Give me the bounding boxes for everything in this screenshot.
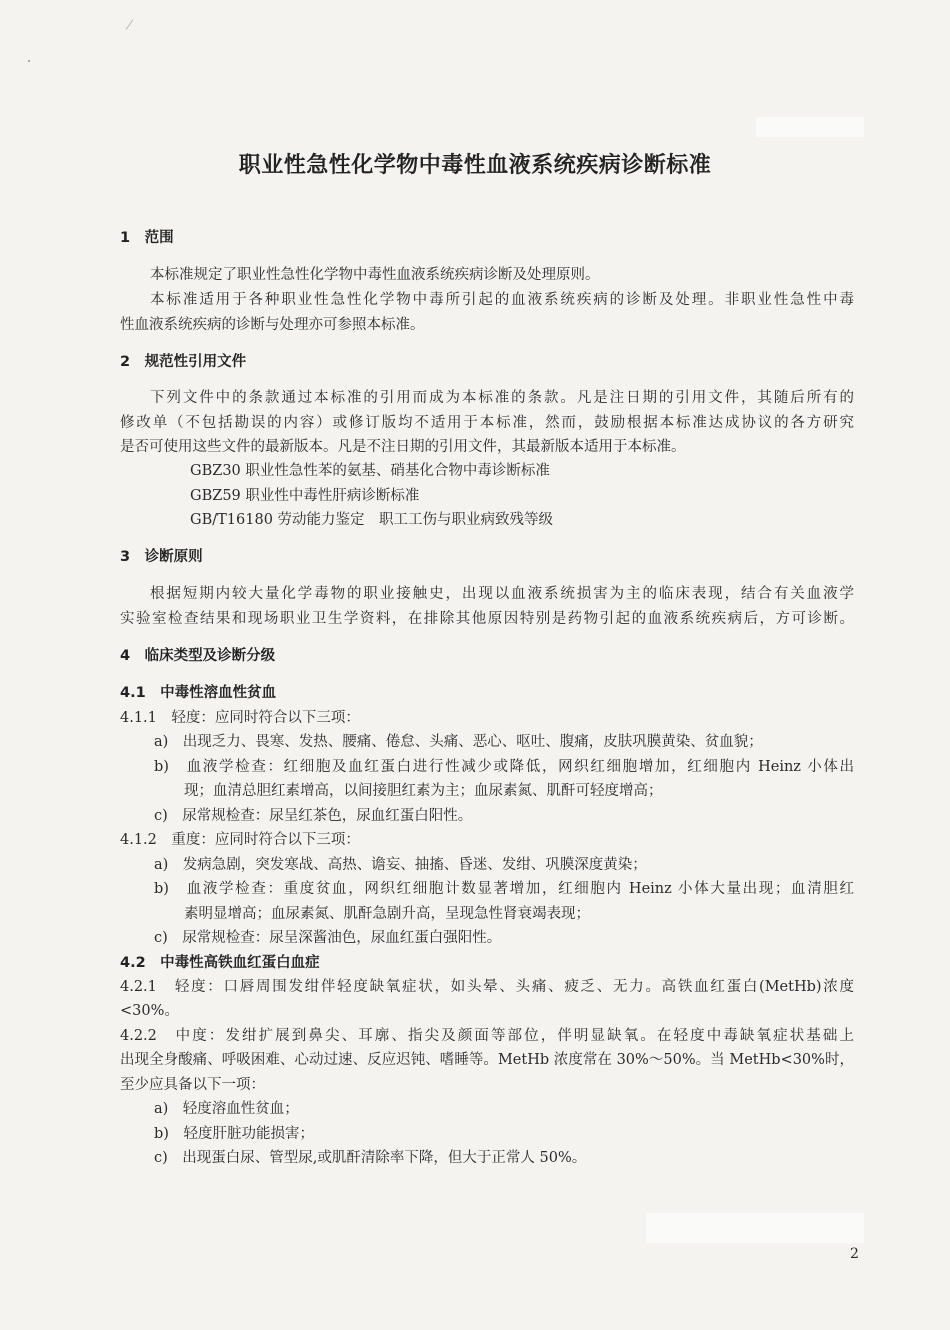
section-2-paragraph-line-2: 修改单（不包括勘误的内容）或修订版均不适用于本标准，然而，鼓励根据本标准达成协议的各方研究 bbox=[120, 415, 854, 431]
clause-4-2-2-item-b: b) 轻度肝脏功能损害； bbox=[154, 1126, 314, 1142]
section-2-heading: 2 规范性引用文件 bbox=[120, 354, 247, 370]
page-number: 2 bbox=[850, 1246, 859, 1262]
section-3-paragraph-line-2: 实验室检查结果和现场职业卫生学资料，在排除其他原因特别是药物引起的血液系统疾病后，方可诊断。 bbox=[120, 611, 854, 627]
section-4-heading: 4 临床类型及诊断分级 bbox=[120, 648, 276, 664]
section-2-paragraph-line-3: 是否可使用这些文件的最新版本。凡是不注日期的引用文件，其最新版本适用于本标准。 bbox=[120, 439, 686, 455]
section-1-paragraph-2-line-2: 性血液系统疾病的诊断与处理亦可参照本标准。 bbox=[120, 317, 425, 333]
section-1-paragraph-1: 本标准规定了职业性急性化学物中毒性血液系统疾病诊断及处理原则。 bbox=[150, 267, 600, 283]
section-2-paragraph-line-1: 下列文件中的条款通过本标准的引用而成为本标准的条款。凡是注日期的引用文件，其随后所有的 bbox=[150, 390, 854, 406]
redacted-stamp-top bbox=[756, 117, 864, 137]
clause-4-2-1-line-2: <30%。 bbox=[120, 1003, 179, 1019]
section-1-heading: 1 范围 bbox=[120, 230, 174, 246]
clause-4-2-2-line-1: 4.2.2 中度：发绀扩展到鼻尖、耳廓、指尖及颜面等部位，伴明显缺氧。在轻度中毒缺氧症状基础上 bbox=[120, 1028, 854, 1044]
clause-4-1-2-item-b-line-1: b) 血液学检查：重度贫血，网织红细胞计数显著增加，红细胞内 Heinz 小体大量出现；血清胆红 bbox=[154, 881, 854, 897]
section-4-1-heading: 4.1 中毒性溶血性贫血 bbox=[120, 685, 277, 701]
redacted-stamp-bottom bbox=[646, 1213, 864, 1243]
clause-4-1-1: 4.1.1 轻度：应同时符合以下三项： bbox=[120, 710, 360, 726]
reference-item: GB/T16180 劳动能力鉴定 职工工伤与职业病致残等级 bbox=[190, 512, 554, 528]
clause-4-2-2-item-c: c) 出现蛋白尿、管型尿,或肌酐清除率下降，但大于正常人 50%。 bbox=[154, 1150, 587, 1166]
section-3-heading: 3 诊断原则 bbox=[120, 549, 203, 565]
section-1-paragraph-2-line-1: 本标准适用于各种职业性急性化学物中毒所引起的血液系统疾病的诊断及处理。非职业性急性中毒 bbox=[150, 292, 854, 308]
clause-4-1-1-item-a: a) 出现乏力、畏寒、发热、腰痛、倦怠、头痛、恶心、呕吐、腹痛，皮肤巩膜黄染、贫血貌； bbox=[154, 734, 763, 750]
clause-4-1-1-item-c: c) 尿常规检查：尿呈红茶色，尿血红蛋白阳性。 bbox=[154, 808, 473, 824]
clause-4-2-2-item-a: a) 轻度溶血性贫血； bbox=[154, 1101, 299, 1117]
reference-item: GBZ30 职业性急性苯的氨基、硝基化合物中毒诊断标准 bbox=[190, 463, 550, 479]
clause-4-2-2-line-3: 至少应具备以下一项： bbox=[120, 1077, 265, 1093]
clause-4-1-1-item-b-line-1: b) 血液学检查：红细胞及血红蛋白进行性减少或降低，网织红细胞增加，红细胞内 Heinz 小体出 bbox=[154, 759, 854, 775]
reference-item: GBZ59 职业性中毒性肝病诊断标准 bbox=[190, 488, 420, 504]
clause-4-2-1-line-1: 4.2.1 轻度：口唇周围发绀伴轻度缺氧症状，如头晕、头痛、疲乏、无力。高铁血红蛋白(MetHb)浓度 bbox=[120, 979, 854, 995]
clause-4-2-2-line-2: 出现全身酸痛、呼吸困难、心动过速、反应迟钝、嗜睡等。MetHb 浓度常在 30%～50%。当 MetHb<30%时， bbox=[120, 1052, 854, 1068]
clause-4-1-1-item-b-line-2: 现；血清总胆红素增高，以间接胆红素为主；血尿素氮、肌酐可轻度增高； bbox=[184, 783, 663, 799]
section-4-2-heading: 4.2 中毒性高铁血红蛋白血症 bbox=[120, 955, 320, 971]
document-title: 职业性急性化学物中毒性血液系统疾病诊断标准 bbox=[238, 153, 712, 178]
clause-4-1-2-item-a: a) 发病急剧，突发寒战、高热、谵妄、抽搐、昏迷、发绀、巩膜深度黄染； bbox=[154, 857, 647, 873]
section-3-paragraph-line-1: 根据短期内较大量化学毒物的职业接触史，出现以血液系统损害为主的临床表现，结合有关血液学 bbox=[150, 586, 854, 602]
clause-4-1-2-item-b-line-2: 素明显增高；血尿素氮、肌酐急剧升高，呈现急性肾衰竭表现； bbox=[184, 906, 590, 922]
clause-4-1-2: 4.1.2 重度：应同时符合以下三项： bbox=[120, 832, 360, 848]
scan-mark bbox=[126, 19, 144, 36]
scan-dot bbox=[28, 60, 30, 62]
clause-4-1-2-item-c: c) 尿常规检查：尿呈深酱油色，尿血红蛋白强阳性。 bbox=[154, 930, 502, 946]
